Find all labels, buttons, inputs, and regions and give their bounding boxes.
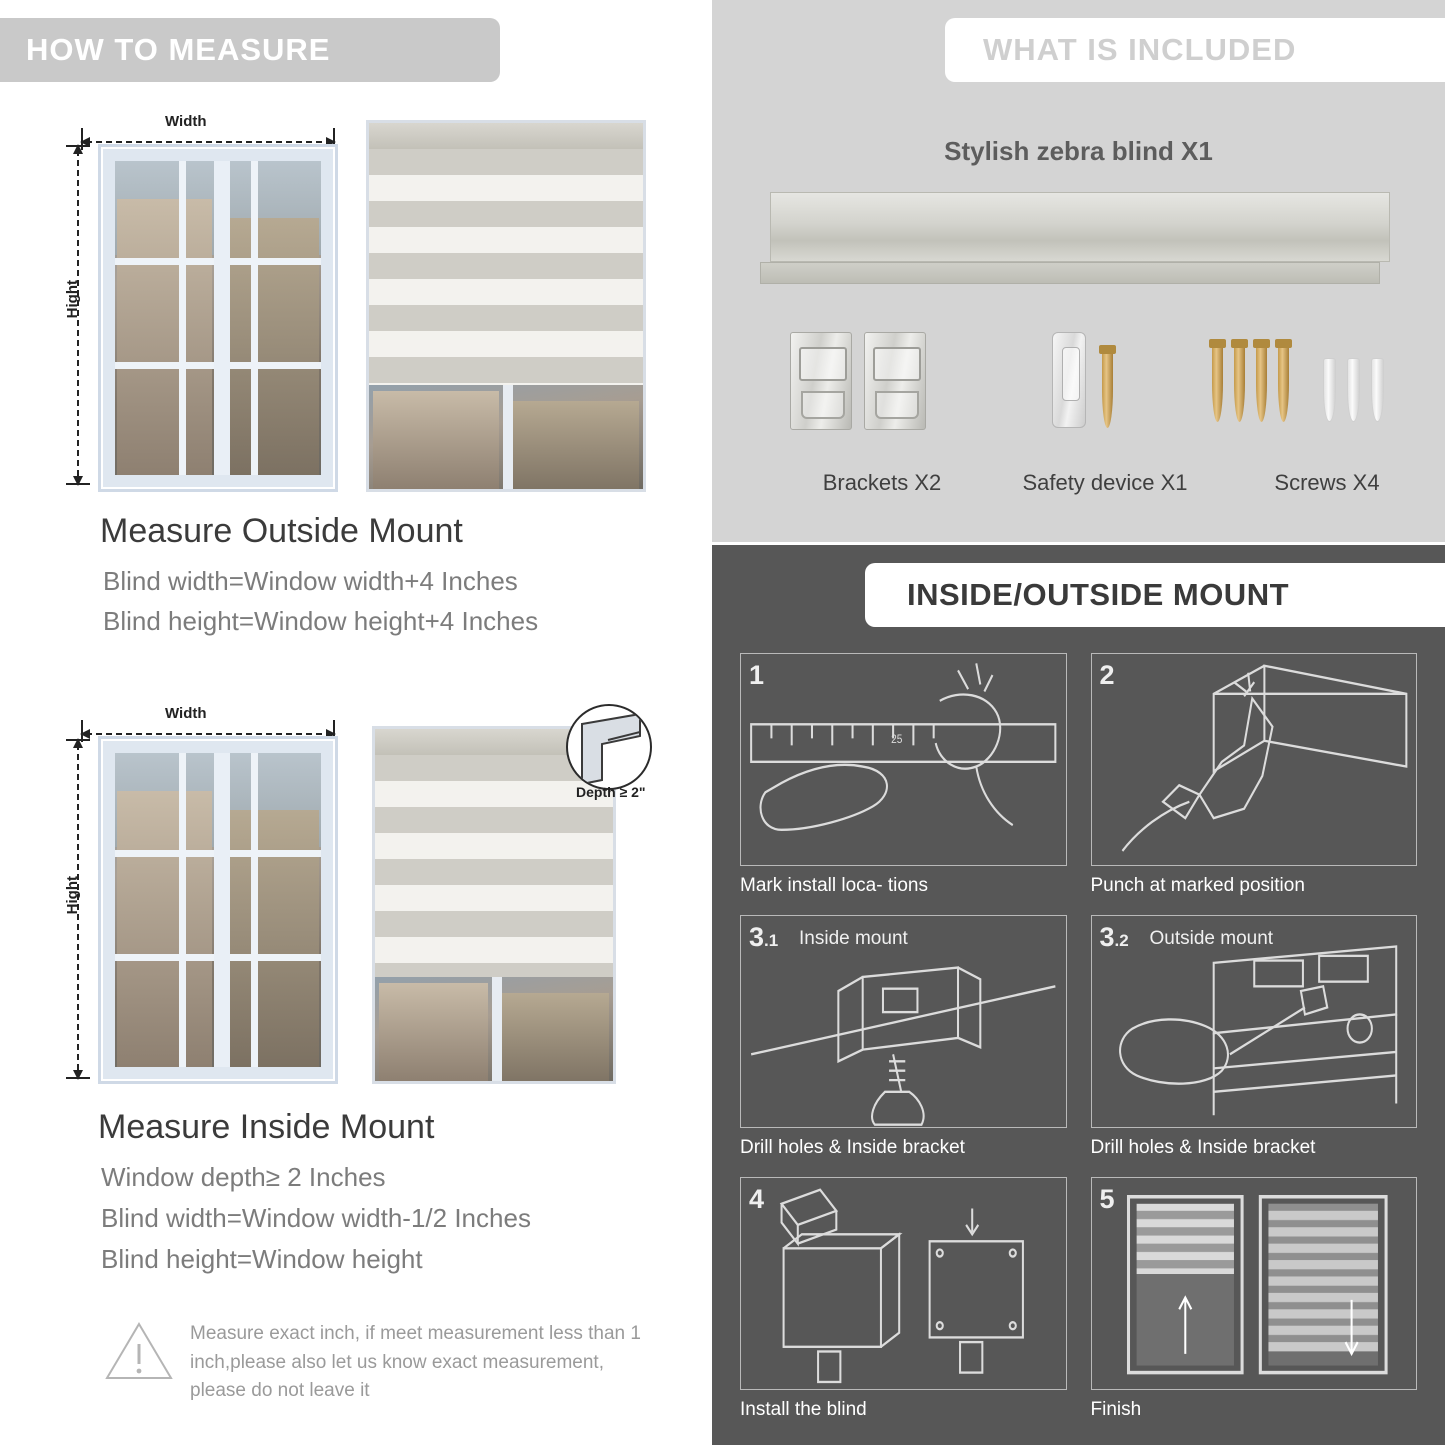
mullion xyxy=(503,385,513,489)
width-label-outside: Width xyxy=(165,113,207,130)
step-2-caption: Punch at marked position xyxy=(1090,875,1305,896)
screw-icon xyxy=(1234,344,1245,422)
step-3-1 xyxy=(740,915,1067,1159)
building-left xyxy=(379,983,488,1081)
window-outside xyxy=(98,144,338,492)
step-1-illustration xyxy=(741,654,1066,865)
step-4 xyxy=(740,1177,1067,1421)
depth-callout xyxy=(566,704,652,790)
building-right xyxy=(513,401,639,489)
screw-icon xyxy=(1102,350,1113,428)
main-product-label: Stylish zebra blind X1 xyxy=(944,136,1213,166)
step-2-image xyxy=(1091,653,1418,866)
warning-text: Measure exact inch, if meet measurement less than 1 inch,please also let us know exact measurement, please do not leave it xyxy=(190,1323,641,1401)
step-5 xyxy=(1091,1177,1418,1421)
height-label-inside: Hight xyxy=(64,876,81,915)
window-view-outside xyxy=(115,161,321,475)
step-3-2-caption: Drill holes & Inside bracket xyxy=(1090,1137,1316,1158)
blind-headrail xyxy=(369,123,643,149)
what-is-included-header: WHAT IS INCLUDED xyxy=(945,18,1445,82)
inside-outside-mount-panel xyxy=(712,545,1445,1445)
blind-outside-mount xyxy=(366,120,646,492)
inside-mount-diagram xyxy=(0,698,712,1098)
step-3-1-image xyxy=(740,915,1067,1128)
installation-steps xyxy=(740,653,1417,1421)
step-3-2-image xyxy=(1091,915,1418,1128)
mullion xyxy=(179,161,186,475)
inside-mount-line-3: Blind height=Window height xyxy=(101,1244,423,1274)
how-to-measure-header: HOW TO MEASURE xyxy=(0,18,500,82)
step-1-caption: Mark install loca- tions xyxy=(740,875,928,896)
mullion xyxy=(251,161,258,475)
inside-outside-mount-header: INSIDE/OUTSIDE MOUNT xyxy=(865,563,1445,627)
wall-anchor-icon xyxy=(1347,358,1360,422)
zebra-fabric xyxy=(369,149,643,385)
step-4-illustration xyxy=(741,1178,1066,1389)
step-5-illustration xyxy=(1092,1178,1417,1389)
brackets-caption: Brackets X2 xyxy=(822,470,942,495)
step-4-caption: Install the blind xyxy=(740,1399,867,1420)
zebra-blind-headrail xyxy=(770,192,1390,262)
building-right xyxy=(500,993,609,1081)
window-view-inside xyxy=(115,753,321,1067)
step-5-image xyxy=(1091,1177,1418,1390)
building-left xyxy=(373,391,499,489)
step-3-2 xyxy=(1091,915,1418,1159)
step-4-number: 4 xyxy=(749,1184,765,1214)
outside-mount-line-2: Blind height=Window height+4 Inches xyxy=(103,606,539,636)
center-post xyxy=(214,753,230,1067)
safety-device-caption: Safety device X1 xyxy=(1022,470,1188,495)
step-3-2-number: 3.2 xyxy=(1099,922,1129,952)
what-is-included-panel xyxy=(712,0,1445,545)
outside-mount-diagram xyxy=(0,100,712,510)
step-5-number: 5 xyxy=(1099,1184,1115,1214)
building-right xyxy=(220,810,319,1067)
screws-caption: Screws X4 xyxy=(1274,470,1380,495)
step-5-caption: Finish xyxy=(1090,1399,1142,1420)
depth-label: Depth ≥ 2" xyxy=(576,784,646,800)
inside-mount-line-1: Window depth≥ 2 Inches xyxy=(101,1162,386,1192)
mullion xyxy=(179,753,186,1067)
building-left xyxy=(117,199,212,475)
zebra-blind-bottomrail xyxy=(760,262,1380,284)
step-1 xyxy=(740,653,1067,897)
center-post xyxy=(214,161,230,475)
building-left xyxy=(117,791,212,1067)
inside-mount-title: Measure Inside Mount xyxy=(98,1108,435,1146)
width-label-inside: Width xyxy=(165,705,207,722)
screws-group xyxy=(1212,344,1384,422)
measurement-warning xyxy=(104,1320,644,1406)
outside-mount-title: Measure Outside Mount xyxy=(100,512,463,550)
step-3-1-sublabel: Inside mount xyxy=(799,928,908,949)
building-right xyxy=(220,218,319,475)
window-glass-under-blind xyxy=(375,977,613,1081)
step-3-1-number: 3.1 xyxy=(749,922,779,952)
wall-anchor-icon xyxy=(1323,358,1336,422)
window-glass-under-blind xyxy=(369,385,643,489)
window-inside xyxy=(98,736,338,1084)
outside-mount-line-1: Blind width=Window width+4 Inches xyxy=(103,566,518,596)
bracket-icon xyxy=(864,332,926,430)
warning-triangle-icon xyxy=(104,1320,174,1382)
safety-device-icon xyxy=(1052,332,1086,428)
screw-icon xyxy=(1256,344,1267,422)
bracket-icon xyxy=(790,332,852,430)
height-label-outside: Hight xyxy=(64,280,81,319)
step-2-number: 2 xyxy=(1099,660,1115,690)
wall-anchor-icon xyxy=(1371,358,1384,422)
mullion xyxy=(492,977,502,1081)
step-2 xyxy=(1091,653,1418,897)
inside-mount-line-2: Blind width=Window width-1/2 Inches xyxy=(101,1203,531,1233)
depth-callout-drawing xyxy=(568,706,652,790)
step-3-1-caption: Drill holes & Inside bracket xyxy=(740,1137,965,1158)
mullion xyxy=(251,753,258,1067)
step-1-image xyxy=(740,653,1067,866)
brackets-group xyxy=(790,332,926,430)
step-2-illustration xyxy=(1092,654,1417,865)
blind-inside-mount xyxy=(372,726,616,1084)
step-1-number: 1 xyxy=(749,660,765,690)
screw-icon xyxy=(1212,344,1223,422)
step-3-2-sublabel: Outside mount xyxy=(1149,928,1274,949)
screw-icon xyxy=(1278,344,1289,422)
how-to-measure-panel xyxy=(0,0,712,1445)
svg-text:25: 25 xyxy=(891,733,903,747)
step-4-image xyxy=(740,1177,1067,1390)
safety-device-group xyxy=(1052,332,1113,428)
